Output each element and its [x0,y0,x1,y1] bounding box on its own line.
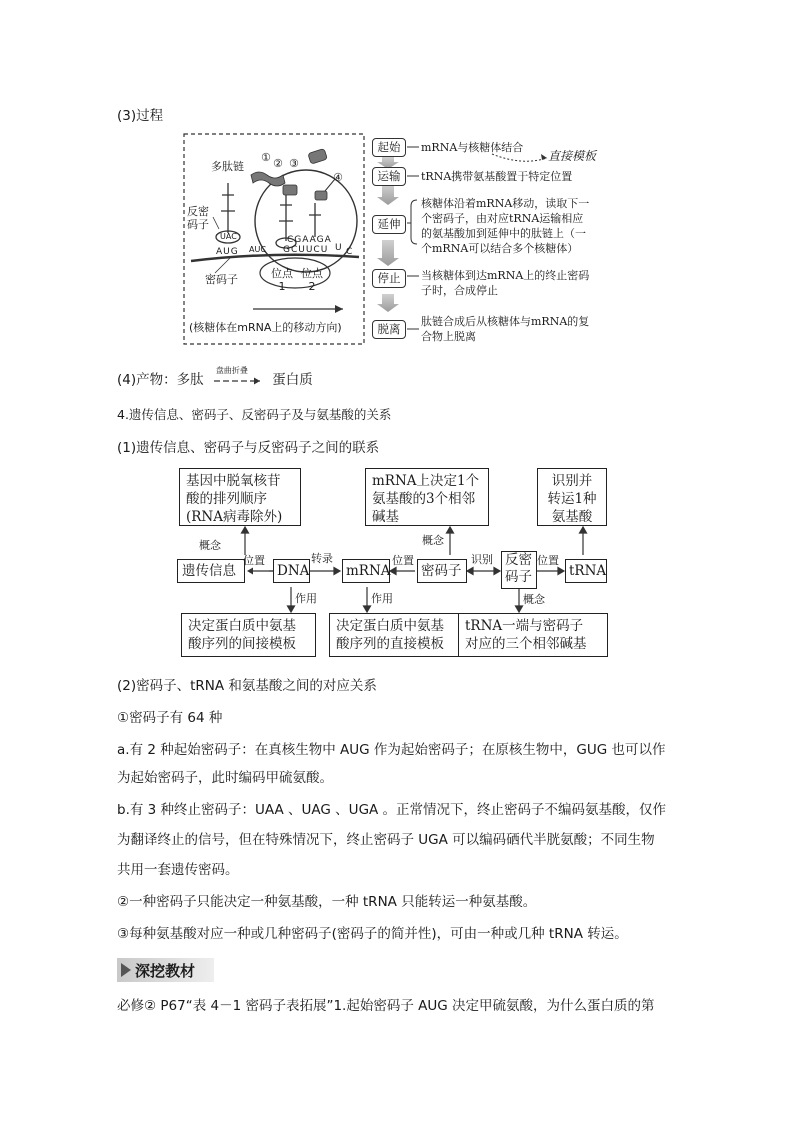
direct-template-box: 决定蛋白质中氨基 酸序列的直接模板 [329,613,464,657]
dna-box: DNA [273,559,310,583]
fold-arrow [208,366,268,390]
step-transport-box: 运输 [372,167,406,186]
section-4-heading: 4.遗传信息、密码子、反密码子及与氨基酸的关系 [117,407,392,422]
codon-seq-top: CGAAGA [287,235,332,245]
mrna-box: mRNA [342,559,390,583]
codon-pb-line1: b.有 3 种终止密码子：UAA 、UAG 、UGA 。正常情况下，终止密码子不编码氨基酸，仅作 [117,802,667,818]
product-line [117,366,313,390]
step-start-box: 起始 [372,138,406,157]
step-elongation-line-3: 的氨基酸加到延伸中的肽链上（一 [421,227,586,240]
anticodon-label: 反密 码子 [187,205,209,231]
step-transport-text: tRNA携带氨基酸置于特定位置 [421,170,573,183]
codon-p3: ③每种氨基酸对应一种或几种密码子(密码子的简并性)，可由一种或几种 tRNA 转运。 [117,926,628,942]
codon-label: 密码子 [205,273,238,286]
genetic-info-box: 遗传信息 [177,559,245,583]
gene-sequence-box: 基因中脱氧核苷 酸的排列顺序 (RNA病毒除外) [179,468,301,526]
handwritten-note: 直接模板 [548,149,597,163]
step-elongation-line-2: 个密码子，由对应tRNA运输相应 [421,212,584,225]
step-stop-line-2: 子时，合成停止 [421,284,498,297]
uac-label: UAC [220,232,237,241]
site-2-label: 位点 2 [301,267,323,293]
trna-box: tRNA [565,559,607,583]
edge-label-concept-3: 概念 [523,593,545,606]
edge-label-position-3: 位置 [537,554,559,567]
step-elongation-line-4: 个mRNA可以结合多个核糖体） [421,242,579,255]
direction-caption: (核糖体在mRNA上的移动方向) [189,321,342,334]
product-prefix: (4)产物：多肽 [117,372,204,388]
anticodon-definition-box: tRNA一端与密码子 对应的三个相邻碱基 [458,613,608,657]
textbook-question-line: 必修② P67“表 4－1 密码子表拓展”1.起始密码子 AUG 决定甲硫氨酸，为什么蛋白质的第 [117,998,655,1014]
step-elongation-line-1: 核糖体沿着mRNA移动，读取下一 [421,197,590,210]
codon-definition-box: mRNA上决定1个 氨基酸的3个相邻 碱基 [365,468,489,526]
banner-title: 深挖教材 [135,962,196,980]
codon-p2: ②一种密码子只能决定一种氨基酸，一种 tRNA 只能转运一种氨基酸。 [117,894,537,910]
trna-function-box: 识别并 转运1种 氨基酸 [537,468,607,526]
play-triangle-icon [119,958,133,982]
step-release-line-1: 肽链合成后从核糖体与mRNA的复 [421,315,590,328]
step-number-4: ④ [333,171,343,184]
step-stop-line-1: 当核糖体到达mRNA上的终止密码 [421,269,590,282]
edge-label-concept-1: 概念 [199,539,221,552]
product-result: 蛋白质 [272,372,313,388]
indirect-template-box: 决定蛋白质中氨基 酸序列的间接模板 [181,613,316,657]
polypeptide-label: 多肽链 [211,160,244,173]
edge-label-concept-2: 概念 [422,534,444,547]
relationship-diagram [175,465,620,660]
edge-label-recognition: 识别 [471,553,493,566]
step-release-line-2: 合物上脱离 [421,330,476,343]
section-4-sub1: (1)遗传信息、密码子与反密码子之间的联系 [117,440,380,456]
ribosome-figure [183,133,365,345]
edge-label-transcription: 转录 [311,552,333,565]
codon-pb-line2: 为翻译终止的信号，但在特殊情况下，终止密码子 UGA 可以编码硒代半胱氨酸；不同生物 [117,832,655,848]
codon-pa-line2: 为起始密码子，此时编码甲硫氨酸。 [117,770,333,786]
step-number-1: ① [261,151,271,164]
codon-pb-line3: 共用一套遗传密码。 [117,862,239,878]
site-1-label: 位点 1 [271,267,293,293]
codon-box: 密码子 [417,559,467,583]
auc-label: AUC [249,245,266,254]
step-number-2: ② [273,157,283,170]
fold-arrow-label: 盘曲折叠 [215,366,248,375]
section-3-heading: (3)过程 [117,108,164,124]
mrna-seq-right: GCUUCU [283,245,329,255]
section-banner [117,958,214,982]
step-number-3: ③ [289,157,299,170]
step-start-text: mRNA与核糖体结合 [421,141,524,154]
anticodon-box: 反密 码子 [501,551,537,589]
translation-steps [372,136,672,348]
edge-label-function-1: 作用 [295,592,317,605]
codon-p1: ①密码子有 64 种 [117,710,223,726]
step-elongation-box: 延伸 [372,215,406,234]
step-stop-box: 停止 [372,269,406,288]
mrna-seq-left: AUG [216,247,239,257]
mrna-seq-end: U [335,243,342,253]
fold-arrow-icon [208,370,268,390]
codon-pa-line1: a.有 2 种起始密码子：在真核生物中 AUG 作为起始密码子；在原核生物中，GUG 也可以作 [117,742,666,758]
edge-label-position-1: 位置 [243,554,265,567]
edge-label-position-2: 位置 [392,554,414,567]
edge-label-function-2: 作用 [371,592,393,605]
section-codon-sub2: (2)密码子、tRNA 和氨基酸之间的对应关系 [117,678,377,694]
step-release-box: 脱离 [372,320,406,339]
mrna-seq-c: C [346,247,353,257]
